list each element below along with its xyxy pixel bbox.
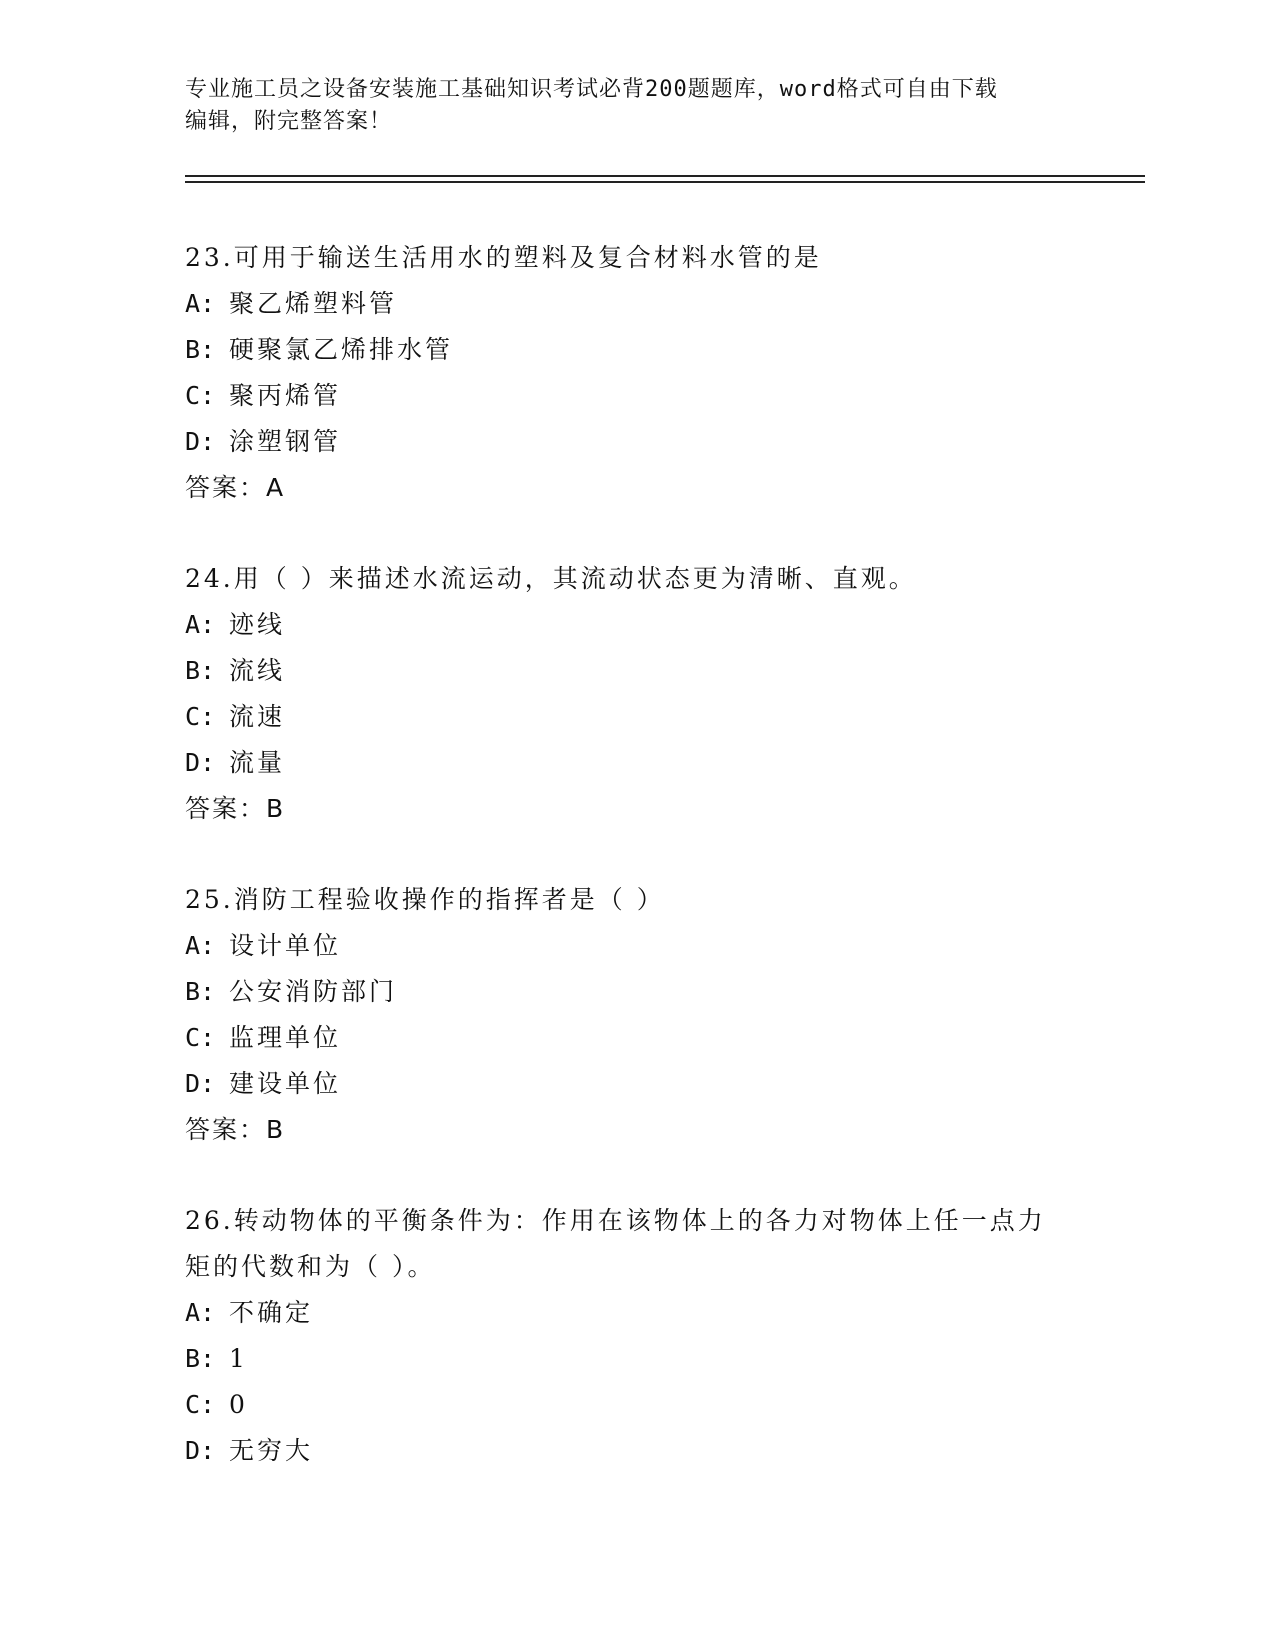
question-stem: 23.可用于输送生活用水的塑料及复合材料水管的是 [185, 243, 822, 272]
option-text: 公安消防部门 [229, 977, 398, 1006]
option-key: A: [185, 289, 216, 318]
option-c [185, 1382, 1085, 1428]
option-text: 设计单位 [229, 931, 342, 960]
answer-line: 答案：B [185, 1115, 286, 1144]
question-23 [185, 235, 1085, 511]
option-key: B: [185, 335, 216, 364]
header-divider-bottom [185, 181, 1145, 183]
option-text: 聚丙烯管 [229, 381, 342, 410]
header-line-2: 编辑，附完整答案！ [185, 109, 393, 134]
option-c [185, 694, 1085, 740]
header-line-1: 专业施工员之设备安装施工基础知识考试必背200题题库，word格式可自由下载 [185, 77, 998, 102]
header-divider-top [185, 175, 1145, 177]
option-text: 监理单位 [229, 1023, 342, 1052]
option-d [185, 1428, 1085, 1474]
option-text: 硬聚氯乙烯排水管 [229, 335, 454, 364]
option-key: C: [185, 1390, 216, 1419]
option-text: 无穷大 [229, 1436, 314, 1465]
option-key: C: [185, 1023, 216, 1052]
option-key: D: [185, 427, 216, 456]
option-a [185, 1290, 1085, 1336]
option-key: A: [185, 931, 216, 960]
answer-line: 答案：B [185, 794, 286, 823]
option-a [185, 923, 1085, 969]
option-c [185, 1015, 1085, 1061]
option-d [185, 1061, 1085, 1107]
option-text: 聚乙烯塑料管 [229, 289, 398, 318]
question-stem: 24.用（ ）来描述水流运动，其流动状态更为清晰、直观。 [185, 564, 917, 593]
option-key: C: [185, 702, 216, 731]
option-text: 0 [229, 1390, 248, 1419]
question-24 [185, 556, 1085, 832]
question-25 [185, 877, 1085, 1153]
option-key: A: [185, 1298, 216, 1327]
option-text: 1 [229, 1344, 248, 1373]
option-text: 迹线 [229, 610, 286, 639]
option-d [185, 740, 1085, 786]
option-b [185, 327, 1085, 373]
option-b [185, 648, 1085, 694]
document-header [185, 74, 1065, 138]
option-key: A: [185, 610, 216, 639]
question-stem-line-1: 26.转动物体的平衡条件为：作用在该物体上的各力对物体上任一点力 [185, 1206, 1046, 1235]
option-key: D: [185, 1436, 216, 1465]
option-a [185, 281, 1085, 327]
option-text: 涂塑钢管 [229, 427, 342, 456]
option-key: B: [185, 977, 216, 1006]
option-text: 流速 [229, 702, 286, 731]
option-b [185, 969, 1085, 1015]
option-text: 流量 [229, 748, 286, 777]
option-c [185, 373, 1085, 419]
question-list [185, 235, 1085, 1519]
question-stem-line-2: 矩的代数和为（ ）。 [185, 1252, 436, 1281]
option-text: 不确定 [229, 1298, 314, 1327]
option-key: D: [185, 1069, 216, 1098]
option-a [185, 602, 1085, 648]
option-b [185, 1336, 1085, 1382]
question-26 [185, 1198, 1085, 1474]
question-stem: 25.消防工程验收操作的指挥者是（ ） [185, 885, 665, 914]
option-key: B: [185, 1344, 216, 1373]
option-d [185, 419, 1085, 465]
option-text: 流线 [229, 656, 286, 685]
option-key: D: [185, 748, 216, 777]
option-key: C: [185, 381, 216, 410]
option-key: B: [185, 656, 216, 685]
option-text: 建设单位 [229, 1069, 342, 1098]
answer-line: 答案：A [185, 473, 286, 502]
